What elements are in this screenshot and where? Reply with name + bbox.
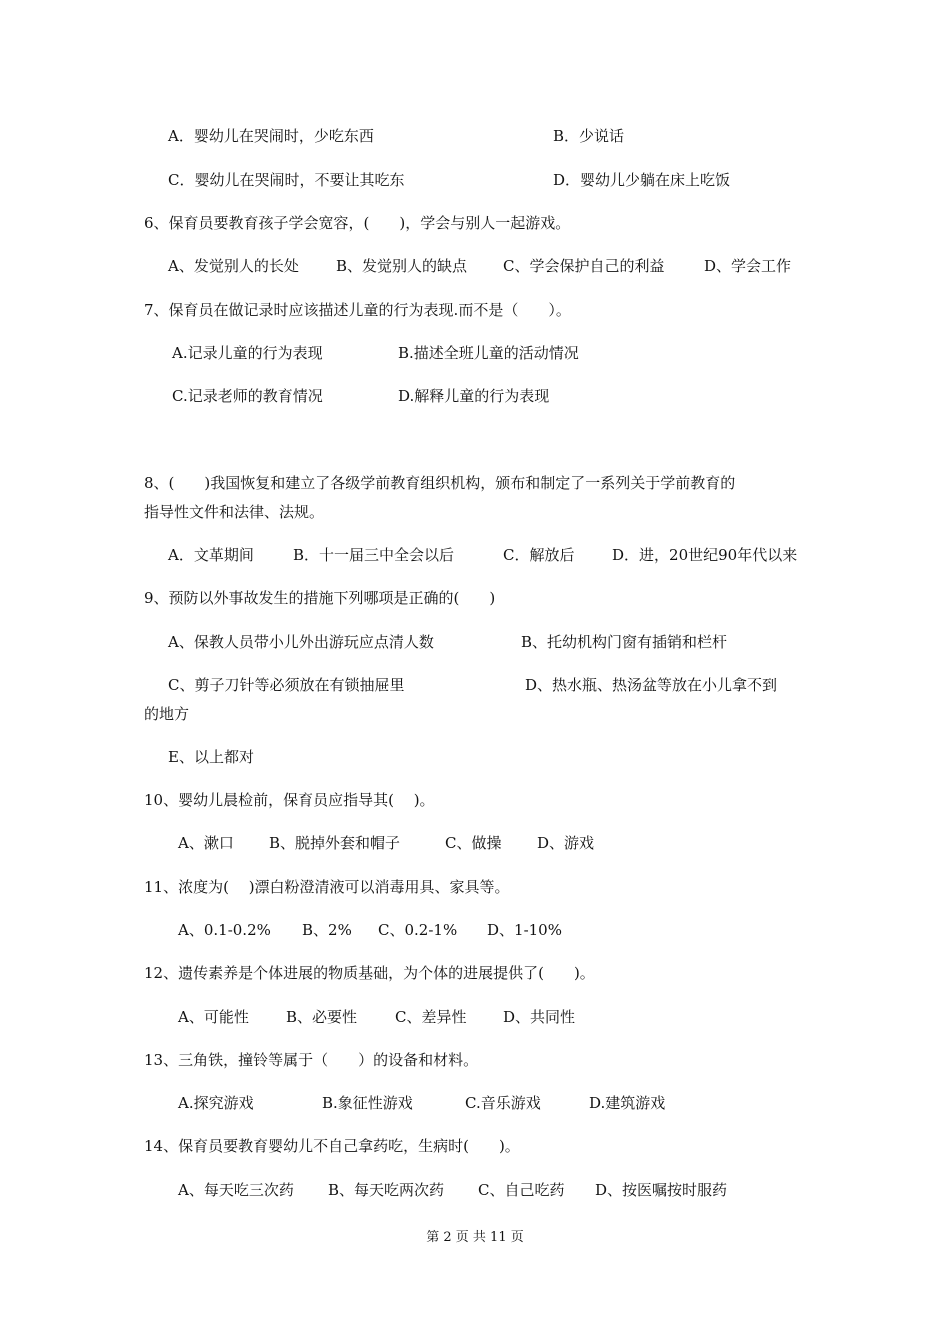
q11-stem: 11、浓度为( )漂白粉澄清液可以消毒用具、家具等。	[144, 878, 510, 896]
page-footer: 第 2 页 共 11 页	[426, 1230, 524, 1245]
q12-option-c: C、差异性	[395, 1008, 467, 1026]
q5-option-d: D．婴幼儿少躺在床上吃饭	[553, 171, 731, 189]
q12-stem: 12、遗传素养是个体进展的物质基础，为个体的进展提供了( )。	[144, 964, 595, 982]
q10-option-b: B、脱掉外套和帽子	[269, 834, 401, 852]
q6-stem: 6、保育员要教育孩子学会宽容，( )，学会与别人一起游戏。	[144, 214, 571, 232]
q9-option-c: C、剪子刀针等必须放在有锁抽屉里	[168, 676, 405, 694]
q9-option-e: E、以上都对	[168, 748, 254, 766]
q14-option-a: A、每天吃三次药	[178, 1181, 294, 1199]
q6-option-b: B、发觉别人的缺点	[336, 257, 468, 275]
q10-options	[0, 831, 950, 855]
q14-options	[0, 1178, 950, 1202]
q7-options-row2	[0, 384, 950, 408]
q12-option-d: D、共同性	[503, 1008, 576, 1026]
q8-stem-line1: 8、( )我国恢复和建立了各级学前教育组织机构，颁布和制定了一系列关于学前教育的	[144, 474, 736, 492]
q12-option-a: A、可能性	[178, 1008, 249, 1026]
q8-option-d: D．进，20世纪90年代以来	[612, 546, 798, 564]
q14-option-b: B、每天吃两次药	[328, 1181, 445, 1199]
q11-option-b: B、2%	[302, 921, 352, 939]
q10-option-c: C、做操	[445, 834, 502, 852]
q7-option-d: D.解释儿童的行为表现	[398, 387, 550, 405]
q9-option-b: B、托幼机构门窗有插销和栏杆	[521, 633, 728, 651]
q7-stem: 7、保育员在做记录时应该描述儿童的行为表现.而不是（ ）。	[144, 301, 571, 319]
q9-option-a: A、保教人员带小儿外出游玩应点清人数	[168, 633, 434, 651]
q8-option-c: C．解放后	[503, 546, 575, 564]
q14-stem: 14、保育员要教育婴幼儿不自己拿药吃，生病时( )。	[144, 1137, 520, 1155]
q13-option-a: A.探究游戏	[178, 1094, 254, 1112]
q5-options-row2	[0, 168, 950, 192]
q11-option-a: A、0.1-0.2%	[178, 921, 271, 939]
q10-option-a: A、漱口	[178, 834, 234, 852]
q6-option-a: A、发觉别人的长处	[168, 257, 299, 275]
q5-option-a: A．婴幼儿在哭闹时，少吃东西	[168, 127, 374, 145]
q6-option-d: D、学会工作	[704, 257, 792, 275]
q13-option-c: C.音乐游戏	[465, 1094, 541, 1112]
q7-options-row1	[0, 341, 950, 365]
q9-option-d-continued: 的地方	[144, 705, 190, 723]
q6-option-c: C、学会保护自己的利益	[503, 257, 665, 275]
q5-options-row1	[0, 124, 950, 148]
q5-option-b: B．少说话	[553, 127, 625, 145]
q7-option-b: B.描述全班儿童的活动情况	[398, 344, 579, 362]
q11-option-c: C、0.2-1%	[378, 921, 458, 939]
q11-options	[0, 918, 950, 942]
q14-option-c: C、自己吃药	[478, 1181, 565, 1199]
q7-option-c: C.记录老师的教育情况	[172, 387, 323, 405]
q12-option-b: B、必要性	[286, 1008, 358, 1026]
q9-option-e-row	[0, 745, 950, 769]
q13-option-d: D.建筑游戏	[589, 1094, 666, 1112]
q12-options	[0, 1005, 950, 1029]
q6-options	[0, 254, 950, 278]
q13-stem: 13、三角铁，撞铃等属于（ ）的设备和材料。	[144, 1051, 479, 1069]
q10-option-d: D、游戏	[537, 834, 595, 852]
q9-stem: 9、预防以外事故发生的措施下列哪项是正确的( )	[144, 589, 496, 607]
q9-option-d: D、热水瓶、热汤盆等放在小儿拿不到	[525, 676, 778, 694]
q8-option-a: A．文革期间	[168, 546, 254, 564]
q13-options	[0, 1091, 950, 1115]
q11-option-d: D、1-10%	[487, 921, 562, 939]
q5-option-c: C．婴幼儿在哭闹时，不要让其吃东	[168, 171, 405, 189]
q13-option-b: B.象征性游戏	[322, 1094, 413, 1112]
q8-option-b: B．十一届三中全会以后	[293, 546, 455, 564]
q9-options-row1	[0, 630, 950, 654]
q8-options	[0, 543, 950, 567]
q10-stem: 10、婴幼儿晨检前，保育员应指导其( )。	[144, 791, 435, 809]
q14-option-d: D、按医嘱按时服药	[595, 1181, 728, 1199]
q9-options-row2	[0, 673, 950, 697]
q7-option-a: A.记录儿童的行为表现	[172, 344, 323, 362]
q8-stem-line2: 指导性文件和法律、法规。	[144, 503, 325, 521]
